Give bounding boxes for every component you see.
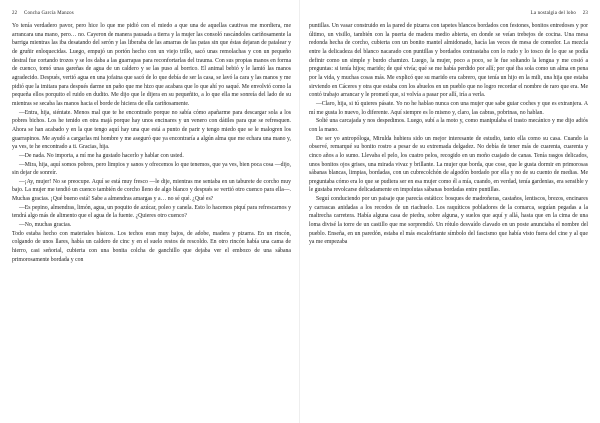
left-page — [12, 10, 291, 264]
body-text — [12, 22, 291, 264]
running-head-author: Concha García Manzos — [24, 11, 74, 16]
paragraph: —De nada. No importa, a mí me ha gustado hacerlo y hablar con usted. — [19, 152, 184, 159]
page-number: 23 — [582, 11, 588, 16]
running-header — [309, 10, 588, 22]
paragraph: Seguí conduciendo por un paisaje que parecía estático: bosques de madroñeras, castaños, lentiscos, brezos, encinares y carrascas anidadas a los recodos de un riachuelo. Los raquíticos pobladores de la comarca, seguían pegadas a la maltrecha carretera. Había alguna casa de piedra, sobre alguna, y suelos que aquí y allá, hasta que en la cima de una loma divisé la torre de un castillo que me sorprendió. Un rótulo desvaído clavado en un poste anunciaba el nombre del pueblo. Enseña, en un paredón, estaba el más escalofriante símbolo del fascismo que había visto fuera del cine y al que ya me empezaba — [309, 196, 588, 246]
paragraph: puntillas. Un vasar construido en la pared de pizarra con tapetes blancos bordados con festones, bonitos entredoses y por último, un visillo, también con la puerta de madera medio abierta, en donde se veían trebejos de cocina. Una mesa redonda hecha de corcho, cubierta con un bonito mantel almidonado, hacía las veces de mesa de comedor. La mezcla entre la delicadeza del blanco nacarado con puntillas y bordados contrastaba con lo rudo y lo tosco de lo que se podía definir como un simple y burdo chamizo. Luego, la mujer, poco a poco, se le fue soltando la lengua y me cosió a preguntas: si tenía hijos; marido; de qué vivía; qué se me había perdido por allí; por qué iba sola como un alma en pena por la vida, y muchas cosas más. Me explicó que su marido era cabrero, que tenía un hijo en la mili, una hija que estaba sirviendo en Cáceres y otra que estaba con los abuelos en un pueblo que no logro recordar el nombre de raro que era. Me contó trabajo arrancar y le prometí que, si volvía a pasar por allí, iría a verla. — [309, 23, 588, 99]
paragraph: —No, muchas gracias. — [19, 222, 72, 229]
right-page — [309, 10, 588, 247]
paragraph: Todo estaba hecho con materiales básicos. Los techos eran muy bajos, de adobe, madera y pizarra. En un rincón, colgando de unos llares, había un caldero de cinc y en el suelo restos de rescoldo. En otro rincón había una cama de hierro, casi señorial, cubierta con una bonita colcha de ganchillo que dejaba ver el embozo de una sábana primorosamente bordada y con — [12, 230, 291, 263]
body-text — [309, 22, 588, 247]
paragraph: —Entra, hija, siéntate. Menos mal que te he encontrado porque no sabía cómo apañarme para descargar sola a los pobres bichos. Los he tenido en otra majá porque hay unos encinares y un venero con dátiles para que se refresquen. Ahora se han acabado y en la que tengo aquí hay una que está a punto de parir y tengo miedo que se le malogren los guarrapinos. Me ayudó a cargarlas mi hombre y me aseguró que ya encontraría a algún alma que me echara una mano y, ya ves, te he encontrado a ti. Gracias, hija. — [12, 109, 291, 151]
paragraph: —¡Ay, mujer! No se preocupe. Aquí se está muy fresco —le dije, mientras me sentaba en un taburete de corcho muy bajo. La mujer me tendió un cuenco también de corcho lleno de algo blanco y después se vertió otro cuenco para ella—. Muchas gracias. ¡Qué bueno está! Sabe a almendras amargas y a… no sé qué. ¿Qué es? — [12, 178, 291, 203]
running-header — [12, 10, 291, 22]
paragraph: —Claro, hija, si tú quieres pásate. Yo no he hablao nunca con una mujer que sabe guiar coches y que es extranjera. A mí me gusta lo nuevo, lo diferente. Aquí siempre es lo mismo y, claro, las cabras, pobrinas, no hablan. — [309, 100, 588, 116]
paragraph: —Mira, hija, aquí somos pobres, pero limpios y sanos y ofrecemos lo que tenemos, que ya ves, bien poca cosa —dijo, sin dejar de sonreír. — [12, 161, 291, 177]
running-head-title: La nostalgia del lobo — [530, 11, 576, 16]
paragraph: Solté una carcajada y nos despedimos. Luego, subí a la moto y, como manipulaba el trasto mecánico y me dijo adiós con la mano. — [309, 118, 588, 133]
paragraph: —Es pepino, almendras, limón, agua, un poquito de azúcar, poleo y canela. Esto lo hacemos piquí para refrescarnos y tendrá algo más de alimento que el agua de la fuente. ¿Quieres otro cuenco? — [12, 204, 291, 220]
paragraph: De ser yo antropóloga, Mirulda hubiera sido un mejor interesante de estudio, tanto ella como su casa. Cuando la observé, remarqué su bonito rostro a pesar de su extremada delgadez. No debía de tener más de cuarenta, cuarenta y cinco años a lo sumo. Llevaba el pelo, los cuatro pelos, recogido en un moño cuajado de canas. Tenía rasgos delicados, unos bonitos ojos grises, una mirada vivaz y brillante. La mujer que borda, que cose, que le gusta dormir en primorosas sábanas blancas, limpias, bordadas, con un cubrecolchón de algodón bordado por ella y no de su cuento de medias. Me preguntaba cómo era lo que se pudiera ser en esa mujer como él a mía, cuando, en verdad, tenía gardenias, era sensible y le gustaba revolcarse delicadamente en impolutas sábanas bordadas entre puntillas. — [309, 135, 588, 194]
page-number: 22 — [12, 11, 18, 16]
page-gutter — [299, 0, 300, 423]
paragraph: Yo tenía verdadero pavor, pero hice lo que me pidió con el miedo a que una de aquellas cautivas me mordiera, me arrancara una mano, pero… no. Cayeron de manera pausada a tierra y la mujer las consoló rascándoles cariñosamente la barriga mientras las iba desatando del serón y las liberaba de las amarras de las patas sin que éstas dejaran de patalear y de gruñir enloquecidas. Luego, empujó un portón hecho con un viejo trillo, sacó unas remolachas y con un pequeño destral fue cortando trozos y se los daba a las guarrapas para reconfortarlas del trauma. Con sus propias manos en forma de cuenco, tomó unas gareñas de agua de un caldero y se las puso al borrico. El animal bebió y le lamió las manos agradecido. Después, vertió agua en una jofaina que sacó de lo que debía de ser la casa, se lavó la cara y las manos y me pidió que la imitara para después darme un paño que me hizo que acabara que lo que ahí yo saqué. Me envolvió como la pequeña ellos porquito el ruido en dudito. Me dijo que le dijera en su pequeñito, a lo que ella me sonreía del lado de su mientras se secaba las manos hacia el borde de hiciera de ella cariñosamente. — [12, 23, 291, 107]
